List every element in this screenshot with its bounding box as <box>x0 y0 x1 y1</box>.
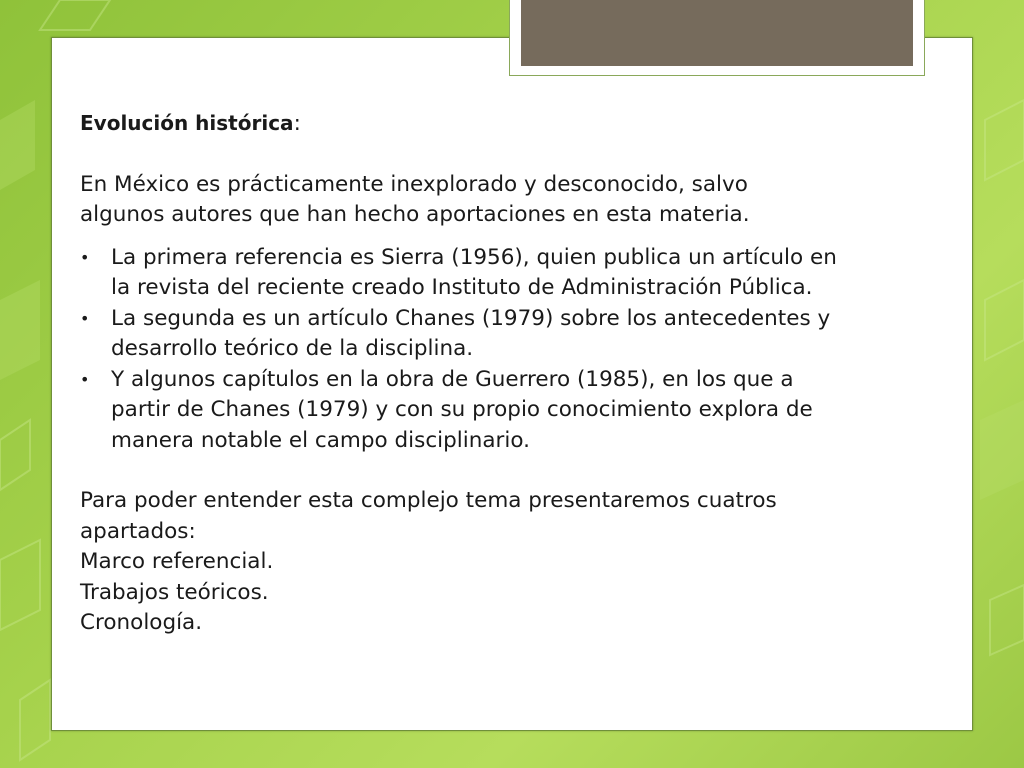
closing-line: Cronología. <box>80 610 203 635</box>
bullet-icon: • <box>80 369 90 389</box>
bullet-line: manera notable el campo disciplinario. <box>111 427 530 453</box>
bullet-line: La primera referencia es Sierra (1956), quien publica un artículo en <box>111 244 837 270</box>
bullet-item-chanes <box>80 304 960 365</box>
bullet-line: desarrollo teórico de la disciplina. <box>111 336 474 361</box>
bullet-line: Y algunos capítulos en la obra de Guerrero (1985), en los que a <box>111 366 794 392</box>
closing-line: apartados: <box>80 518 196 544</box>
intro-paragraph <box>80 170 960 231</box>
closing-line: Para poder entender esta complejo tema presentaremos cuatros <box>80 488 777 513</box>
closing-line: Marco referencial. <box>80 549 274 574</box>
bullet-icon: • <box>80 247 90 267</box>
reference-bullet-list <box>80 243 960 457</box>
bullet-item-guerrero <box>80 365 960 457</box>
bullet-icon: • <box>80 308 90 328</box>
section-heading <box>80 108 960 140</box>
closing-paragraph <box>80 486 960 639</box>
title-placeholder-fill <box>521 0 913 66</box>
intro-line: algunos autores que han hecho aportaciones en esta materia. <box>80 202 750 227</box>
section-heading-bold: Evolución histórica <box>80 111 294 135</box>
closing-line: Trabajos teóricos. <box>80 579 269 605</box>
bullet-line: La segunda es un artículo Chanes (1979) sobre los antecedentes y <box>111 305 831 331</box>
title-placeholder-frame <box>509 0 925 76</box>
bullet-line: partir de Chanes (1979) y con su propio conocimiento explora de <box>111 397 813 422</box>
slide-body <box>80 108 960 639</box>
section-heading-colon: : <box>293 111 301 136</box>
intro-line: En México es prácticamente inexplorado y desconocido, salvo <box>80 171 748 197</box>
bullet-item-sierra <box>80 243 960 304</box>
bullet-line: la revista del reciente creado Instituto de Administración Pública. <box>111 275 813 300</box>
